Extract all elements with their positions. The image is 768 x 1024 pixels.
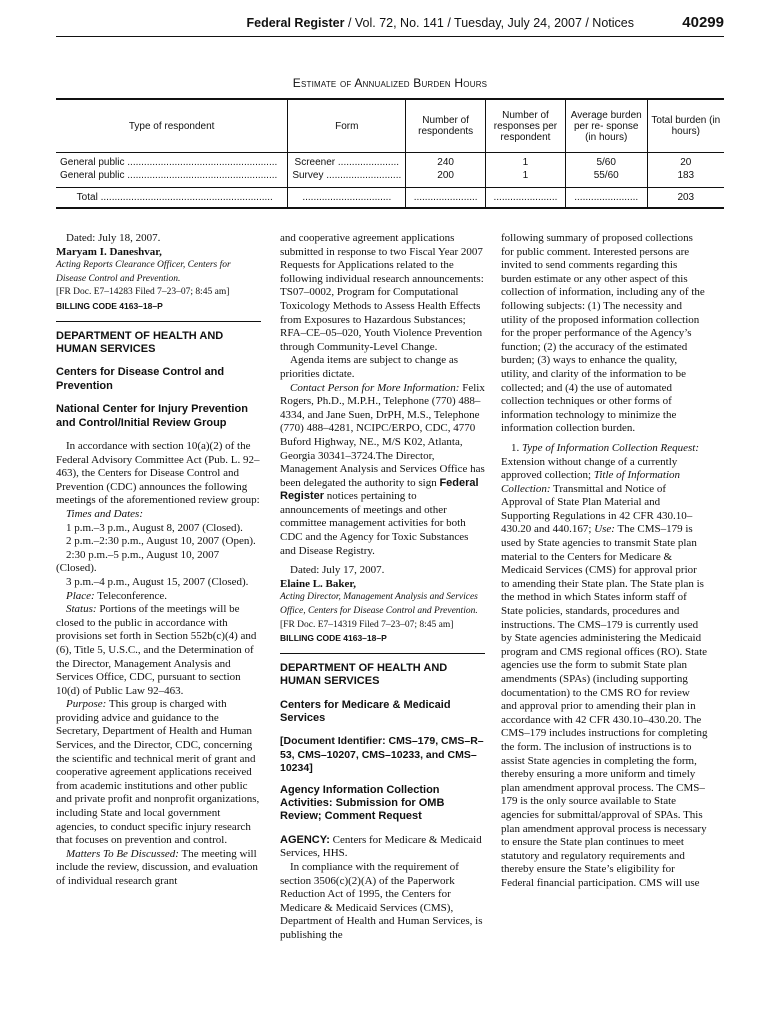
signer-title: Acting Reports Clearance Officer, Centers for Disease Control and Prevention. (56, 260, 231, 284)
item-1-paragraph: 1. Type of Information Collection Request: Extension without change of a currently approved collection; Title of Information Collection: Transmittal and Notice of Approval of State Plan Material and Supporting Regulations in 42 CFR 430.10–430.20 and 440.167; Use: The CMS–179 is used by State agencies to transmit State plan material to the Centers for Medicare & Medicaid Services (CMS) for approval prior to amending their State plan. The State plan is the method in which States inform staff of State policies, standards, procedures and instructions. The CMS–179 is currently used by State agencies administering the Medicaid program and CMS regional offices (RO). State agencies use the form to submit State plan amendments (SPAs) (including supporting documentation) to the CMS RO for review and approval prior to amending their plan in accordance with 42 CFR 430.10–430.20. The CMS–179 includes instructions for completing the form. The inclusion of instructions is to assist State agencies in completing the form, thereby ensuring a more uniform and timely plan amendment approval process. The CMS–179 is the only source available to State agencies for submittal/approval of SPAs. This plan amendment approval process is necessary to ensure the State plan continues to meet statutory and regulatory requirements and thereby ensure the State’s eligibility for Federal financial participation. CMS will use (501, 441, 708, 889)
fr-doc-line: [FR Doc. E7–14319 Filed 7–23–07; 8:45 am] (280, 619, 454, 630)
compliance-paragraph: In compliance with the requirement of section 3506(c)(2)(A) of the Paperwork Reduction Act of 1995, the Centers for Medicare & Medicaid Services (CMS), Department of Health and Human Services, is publishing the (280, 861, 483, 942)
department-heading: DEPARTMENT OF HEALTH AND HUMAN SERVICES (56, 329, 224, 355)
table-row (56, 169, 724, 188)
header-total-burden: Total burden (in hours) (647, 99, 724, 153)
cell-total-label: Total .............................................................. (56, 188, 288, 209)
place-paragraph: Place: Teleconference. (66, 589, 168, 602)
intro-paragraph: In accordance with section 10(a)(2) of the Federal Advisory Committee Act (Pub. L. 92–463), the Centers for Disease Control and Prevention (CDC) announces the following meetings of the aforementioned review group: (56, 440, 260, 507)
cell-leader: ....................... (565, 188, 647, 209)
meeting-time: 1 p.m.–3 p.m., August 8, 2007 (Closed). (66, 521, 243, 534)
cell-leader: ....................... (486, 188, 566, 209)
section-divider (56, 321, 261, 322)
column-2 (280, 232, 485, 943)
subagency-heading: National Center for Injury Prevention and Control/Initial Review Group (56, 403, 248, 429)
header-form: Form (288, 99, 406, 153)
agency-paragraph: AGENCY: Centers for Medicare & Medicaid Services, HHS. (280, 833, 482, 860)
signer-name: Elaine L. Baker, (280, 577, 356, 590)
running-header (56, 14, 724, 37)
signer-name: Maryam I. Daneshvar, (56, 245, 162, 258)
times-label: Times and Dates: (66, 507, 143, 520)
fr-doc-line: [FR Doc. E7–14283 Filed 7–23–07; 8:45 am] (56, 287, 230, 298)
agency-heading: Centers for Medicare & Medicaid Services (280, 698, 451, 725)
cell-total-burden: 183 (647, 169, 724, 188)
continued-paragraph: and cooperative agreement applications submitted in response to two Fiscal Year 2007 Requests for Applications related to the following individual research announcements: TS07–0002, Program for Computational Toxicology Methods to Assess Health Effects from Exposures to Hazardous Substances; RFA–CE–05–020, Youth Violence Prevention through Community-Level Change. (280, 232, 484, 353)
cell-form: Screener ...................... (288, 153, 406, 170)
burden-table (56, 98, 724, 209)
meeting-time: 3 p.m.–4 p.m., August 15, 2007 (Closed). (66, 575, 249, 588)
table-row (56, 153, 724, 170)
issue-details: / Vol. 72, No. 141 / Tuesday, July 24, 2007 / Notices (344, 16, 634, 30)
dated-line: Dated: July 18, 2007. (66, 232, 161, 244)
table-header-row (56, 99, 724, 153)
cell-respondents: 240 (406, 153, 486, 170)
signer-title: Acting Director, Management Analysis and Services Office, Centers for Disease Control and Prevention. (280, 592, 478, 617)
cell-form: Survey ........................... (288, 169, 406, 188)
cell-avg-burden: 55/60 (565, 169, 647, 188)
cell-leader: ....................... (406, 188, 486, 209)
meeting-time: 2:30 p.m.–5 p.m., August 10, 2007 (Closed). (56, 548, 220, 575)
continued-paragraph: following summary of proposed collections for public comment. Interested persons are invited to send comments regarding this burden estimate or any other aspect of this collection of information, including any of the following subjects: (1) The necessity and utility of the proposed information collection for the proper performance of the Agency’s function; (2) the accuracy of the estimated burden; (3) ways to enhance the quality, utility, and clarity of the information to be collected; and (4) the use of automated collection techniques or other forms of information technology to minimize the information collection burden. (501, 232, 705, 435)
page-number: 40299 (682, 14, 724, 31)
table-title: Estimate of Annualized Burden Hours (292, 76, 488, 90)
running-head-text (247, 16, 635, 30)
cell-respondent: General public ...................................................... (60, 170, 278, 181)
cell-responses: 1 (486, 169, 566, 188)
cell-total-value: 203 (647, 188, 724, 209)
cell-total-burden: 20 (647, 153, 724, 170)
cell-responses: 1 (486, 153, 566, 170)
department-heading: DEPARTMENT OF HEALTH AND HUMAN SERVICES (280, 661, 448, 688)
action-heading: Agency Information Collection Activities: Submission for OMB Review; Comment Request (280, 783, 445, 823)
column-3 (501, 232, 708, 891)
document-identifier: [Document Identifier: CMS–179, CMS–R–53, CMS–10207, CMS–10233, and CMS–10234] (280, 735, 484, 775)
billing-code: BILLING CODE 4163–18–P (56, 300, 163, 311)
cell-avg-burden: 5/60 (565, 153, 647, 170)
billing-code: BILLING CODE 4163–18–P (280, 633, 387, 644)
header-number-of-respondents: Number of respondents (406, 99, 486, 153)
section-divider (280, 653, 485, 654)
header-type-of-respondent: Type of respondent (56, 99, 288, 153)
purpose-paragraph: Purpose: This group is charged with providing advice and guidance to the Secretary, Department of Health and Human Services, and the Director, CDC, concerning the scientific and technical merit of grant and cooperative agreement applications received from academic institutions and other public and private profit and nonprofit organizations, including State and local government agencies, to conduct specific injury research that focuses on prevention and control. (56, 698, 260, 847)
meeting-time: 2 p.m.–2:30 p.m., August 10, 2007 (Open). (66, 535, 256, 548)
header-responses-per-respondent: Number of responses per respondent (486, 99, 566, 153)
agency-heading: Centers for Disease Control and Prevention (56, 366, 225, 392)
agenda-paragraph: Agenda items are subject to change as priorities dictate. (280, 354, 458, 380)
table-total-row (56, 188, 724, 209)
journal-name: Federal Register (246, 16, 345, 30)
dated-line: Dated: July 17, 2007. (290, 564, 385, 577)
cell-leader: ................................ (288, 188, 406, 209)
contact-paragraph: Contact Person for More Information: Felix Rogers, Ph.D., M.P.H., Telephone (770) 488–4334, and Jane Suen, DrPH, M.S., Telephone (770) 488–4281, NCIPC/ERPO, CDC, 4770 Buford Highway, NE., M/S K02, Atlanta, Georgia 30341–3724.The Director, Management Analysis and Services Office has been delegated the authority to sign Federal Register notices pertaining to announcements of meetings and other committee management activities for both CDC and the Agency for Toxic Substances and Disease Registry. (280, 381, 485, 557)
matters-paragraph: Matters To Be Discussed: The meeting will include the review, discussion, and evaluation of individual research grant (56, 847, 258, 887)
status-paragraph: Status: Portions of the meetings will be closed to the public in accordance with provisions set forth in Section 552b(c)(4) and (6), Title 5, U.S.C., and the Determination of the Director, Management Analysis and Services Office, CDC, pursuant to section 10(d) of Public Law 92–463. (56, 603, 257, 697)
cell-respondent: General public ...................................................... (60, 157, 278, 168)
cell-respondents: 200 (406, 169, 486, 188)
header-average-burden: Average burden per re- sponse (in hours) (565, 99, 647, 153)
column-1 (56, 232, 261, 889)
